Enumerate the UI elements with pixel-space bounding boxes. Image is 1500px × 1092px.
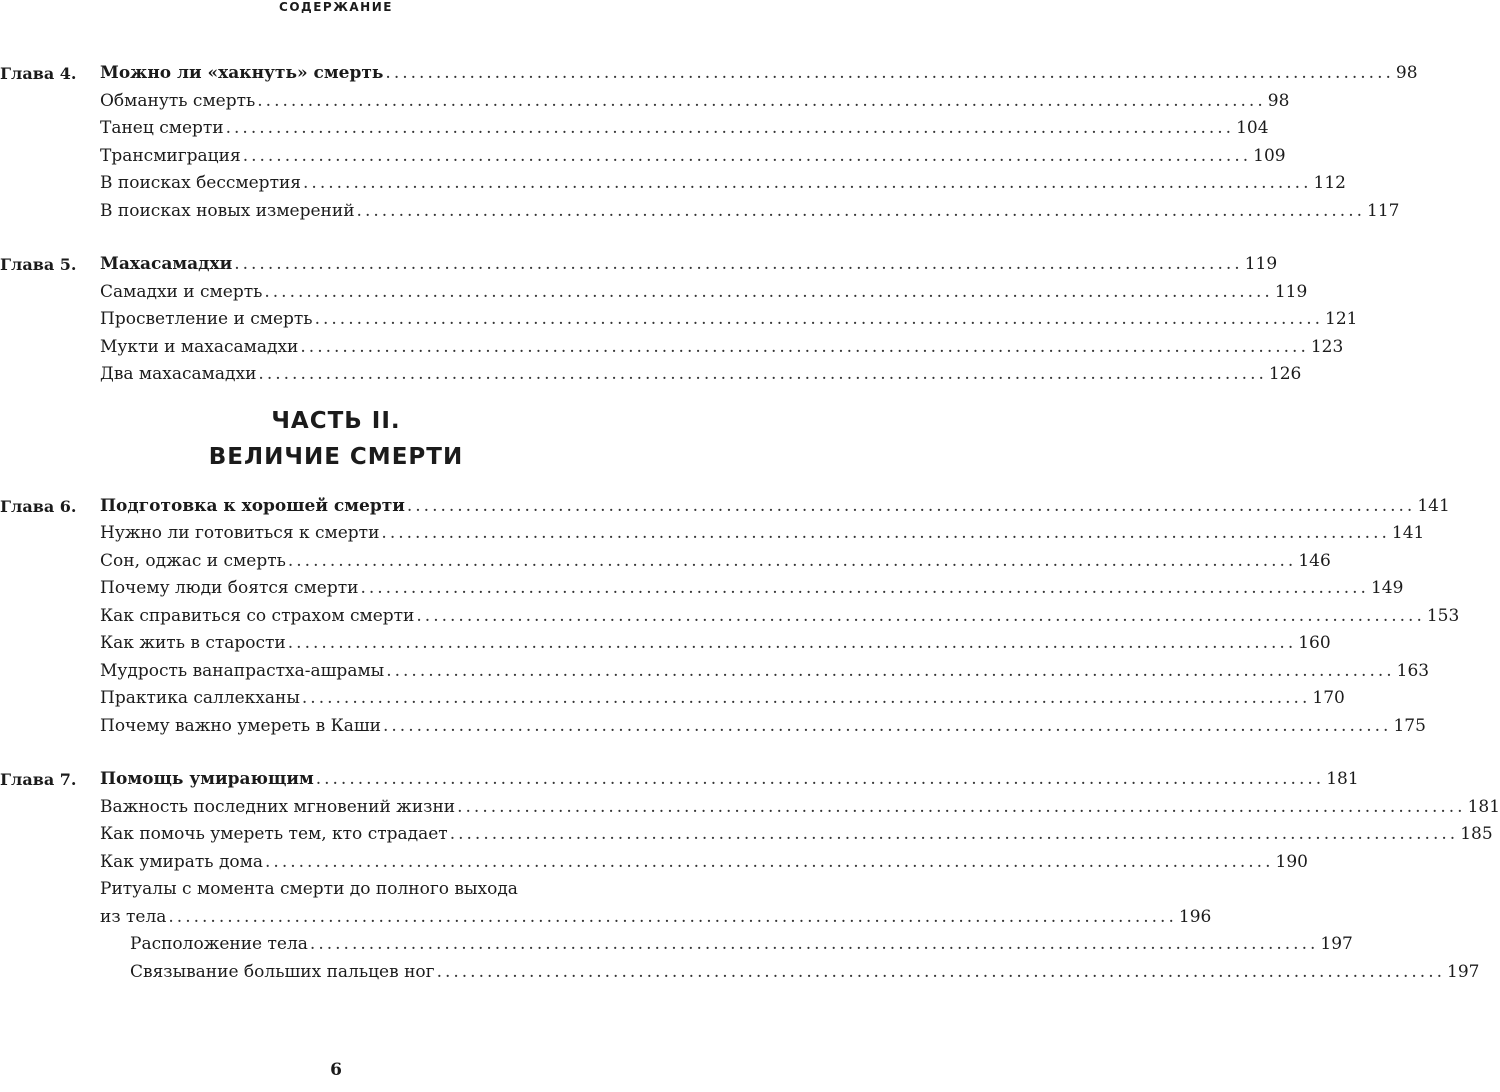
section-title: В поисках новых измерений	[100, 200, 355, 221]
toc-entry[interactable]	[100, 658, 1430, 685]
dot-leader: ........................................................................................................................	[457, 796, 1466, 817]
toc-entry[interactable]	[100, 603, 1460, 630]
dot-leader: ........................................................................................................................	[449, 824, 1459, 844]
toc-row	[0, 170, 1346, 198]
toc-entry[interactable]	[100, 849, 1308, 876]
chapter-label: Глава 5.	[0, 255, 77, 274]
toc-subentry[interactable]	[130, 959, 1480, 986]
page-number: 170	[1312, 688, 1345, 708]
dot-leader: ........................................................................................................................	[242, 145, 1252, 166]
toc-row	[0, 279, 1308, 307]
page-number: 146	[1298, 550, 1331, 571]
page-number: 109	[1253, 145, 1286, 166]
toc-entry[interactable]	[100, 279, 1308, 306]
toc-row	[0, 603, 1460, 631]
spacer	[0, 225, 672, 251]
toc-entry[interactable]	[100, 685, 1345, 712]
toc-subentry[interactable]	[130, 931, 1353, 958]
toc-row	[0, 198, 1400, 226]
page-number: 123	[1310, 336, 1344, 357]
page-number: 175	[1393, 715, 1426, 736]
toc-entry[interactable]	[100, 334, 1344, 361]
dot-leader: ........................................................................................................................	[309, 934, 1319, 954]
toc-row	[0, 548, 1331, 576]
toc-entry[interactable]	[100, 548, 1331, 575]
dot-leader: ........................................................................................................................	[314, 309, 1324, 329]
page-number: 190	[1275, 851, 1308, 872]
page-number: 119	[1274, 281, 1308, 302]
toc-row	[0, 520, 1425, 548]
page-number: 163	[1396, 660, 1430, 681]
section-title: Почему важно умереть в Каши	[100, 715, 381, 736]
spacer	[0, 740, 672, 766]
page-number: 141	[1391, 523, 1425, 543]
page-number: 119	[1244, 254, 1278, 274]
chapter-label: Глава 6.	[0, 496, 77, 516]
dot-leader: ........................................................................................................................	[301, 688, 1311, 708]
page-number: 126	[1268, 364, 1302, 384]
section-title: Почему люди боятся смерти	[100, 578, 359, 598]
toc-row	[0, 143, 1286, 171]
section-title: Сон, оджас и смерть	[100, 550, 286, 571]
dot-leader: ........................................................................................................................	[287, 633, 1297, 653]
section-title: Самадхи и смерть	[100, 281, 263, 302]
chapter-title: Подготовка к хорошей смерти	[100, 495, 405, 516]
toc-row	[0, 904, 1212, 932]
section-title: Мудрость ванапрастха-ашрамы	[100, 660, 385, 681]
toc-entry[interactable]	[100, 306, 1358, 333]
page-number: 98	[1267, 90, 1290, 111]
page-number: 181	[1326, 769, 1359, 789]
toc-entry[interactable]	[100, 630, 1331, 657]
subsection-title: Расположение тела	[130, 934, 308, 954]
dot-leader: ........................................................................................................................	[303, 173, 1312, 193]
page-number: 117	[1367, 200, 1400, 221]
page-number: 121	[1325, 309, 1358, 329]
section-title: Нужно ли готовиться к смерти	[100, 523, 380, 543]
toc-row	[0, 361, 1302, 389]
dot-leader: ........................................................................................................................	[356, 200, 1366, 221]
page-number: 104	[1236, 118, 1269, 138]
dot-leader: ........................................................................................................................	[315, 769, 1325, 789]
toc-entry[interactable]	[100, 251, 1278, 278]
toc-row	[0, 630, 1331, 658]
toc-entry[interactable]	[100, 88, 1290, 115]
section-title: Как справиться со страхом смерти	[100, 605, 415, 626]
page-number: 197	[1447, 961, 1480, 982]
toc-row	[0, 931, 1353, 959]
toc-entry[interactable]	[100, 821, 1493, 848]
toc-row	[0, 685, 1345, 713]
toc-entry[interactable]	[100, 904, 1212, 931]
toc-entry[interactable]	[100, 60, 1418, 87]
page-folio: 6	[330, 1060, 342, 1080]
page-number: 112	[1313, 173, 1346, 193]
section-title: Мукти и махасамадхи	[100, 336, 299, 357]
section-title-continued: из тела	[100, 906, 167, 927]
toc-entry[interactable]	[100, 575, 1404, 602]
chapter-4-row	[0, 60, 1418, 88]
section-title: В поисках бессмертия	[100, 173, 302, 193]
chapter-title: Махасамадхи	[100, 254, 233, 274]
page-number: 149	[1370, 578, 1404, 598]
chapter-title: Можно ли «хакнуть» смерть	[100, 63, 384, 83]
dot-leader: ........................................................................................................................	[225, 118, 1235, 138]
toc-entry[interactable]	[100, 115, 1269, 142]
section-title: Как помочь умереть тем, кто страдает	[100, 824, 448, 844]
toc-entry[interactable]	[100, 794, 1500, 821]
section-title: Просветление и смерть	[100, 309, 313, 329]
section-title: Как жить в старости	[100, 633, 286, 653]
toc-row	[0, 959, 1480, 987]
part-number: ЧАСТЬ II.	[271, 407, 401, 434]
toc-entry[interactable]	[100, 361, 1302, 388]
dot-leader: ........................................................................................................................	[416, 605, 1425, 626]
section-title: Ритуалы с момента смерти до полного выхода	[100, 879, 518, 899]
toc-entry[interactable]	[100, 520, 1425, 547]
section-title: Практика саллекханы	[100, 688, 300, 708]
section-title: Два махасамадхи	[100, 364, 257, 384]
dot-leader: ........................................................................................................................	[265, 851, 1274, 872]
dot-leader: ........................................................................................................................	[287, 550, 1297, 571]
toc-row	[0, 713, 1426, 741]
section-title: Важность последних мгновений жизни	[100, 796, 456, 817]
dot-leader: ........................................................................................................................	[383, 715, 1392, 736]
toc-entry[interactable]	[100, 493, 1450, 520]
page-number: 185	[1460, 824, 1493, 844]
section-title: Танец смерти	[100, 118, 224, 138]
toc-entry-first-line[interactable]	[100, 876, 672, 903]
chapter-6-row	[0, 493, 1450, 521]
page-number: 160	[1298, 633, 1331, 653]
toc-entry[interactable]	[100, 198, 1400, 225]
dot-leader: ........................................................................................................................	[264, 281, 1273, 302]
page-number: 196	[1178, 906, 1212, 927]
page-number: 153	[1426, 605, 1460, 626]
dot-leader: ........................................................................................................................	[234, 254, 1243, 274]
dot-leader: ........................................................................................................................	[257, 90, 1266, 111]
toc-row	[0, 821, 1493, 849]
toc-row	[0, 306, 1358, 334]
page-number: 141	[1417, 495, 1450, 516]
chapter-5-row	[0, 251, 1278, 279]
table-of-contents	[0, 60, 1500, 986]
dot-leader: ........................................................................................................................	[385, 63, 1394, 83]
toc-row	[0, 876, 672, 904]
toc-row	[0, 849, 1308, 877]
toc-row	[0, 115, 1269, 143]
dot-leader: ........................................................................................................................	[168, 906, 1177, 927]
chapter-label: Глава 7.	[0, 770, 77, 789]
running-head: СОДЕРЖАНИЕ	[279, 0, 393, 14]
toc-row	[0, 334, 1344, 362]
page-number: 197	[1320, 934, 1353, 954]
toc-row	[0, 658, 1430, 686]
part-title: ВЕЛИЧИЕ СМЕРТИ	[208, 443, 464, 470]
dot-leader: ........................................................................................................................	[258, 364, 1267, 384]
chapter-title: Помощь умирающим	[100, 769, 314, 789]
dot-leader: ........................................................................................................................	[386, 660, 1395, 681]
dot-leader: ........................................................................................................................	[300, 336, 1309, 357]
subsection-title: Связывание больших пальцев ног	[130, 961, 435, 982]
dot-leader: ........................................................................................................................	[360, 578, 1369, 598]
toc-row	[0, 88, 1290, 116]
chapter-7-row	[0, 766, 1359, 794]
dot-leader: ........................................................................................................................	[406, 495, 1416, 516]
section-title: Обмануть смерть	[100, 90, 256, 111]
dot-leader: ........................................................................................................................	[381, 523, 1390, 543]
toc-row	[0, 575, 1404, 603]
page-number: 98	[1395, 63, 1418, 83]
page-number: 181	[1467, 796, 1500, 817]
toc-entry[interactable]	[100, 713, 1426, 740]
toc-entry[interactable]	[100, 766, 1359, 793]
toc-entry[interactable]	[100, 143, 1286, 170]
toc-row	[0, 794, 1500, 822]
part-heading	[0, 389, 672, 493]
section-title: Как умирать дома	[100, 851, 264, 872]
chapter-label: Глава 4.	[0, 64, 77, 83]
dot-leader: ........................................................................................................................	[436, 961, 1446, 982]
section-title: Трансмиграция	[100, 145, 241, 166]
toc-entry[interactable]	[100, 170, 1346, 197]
